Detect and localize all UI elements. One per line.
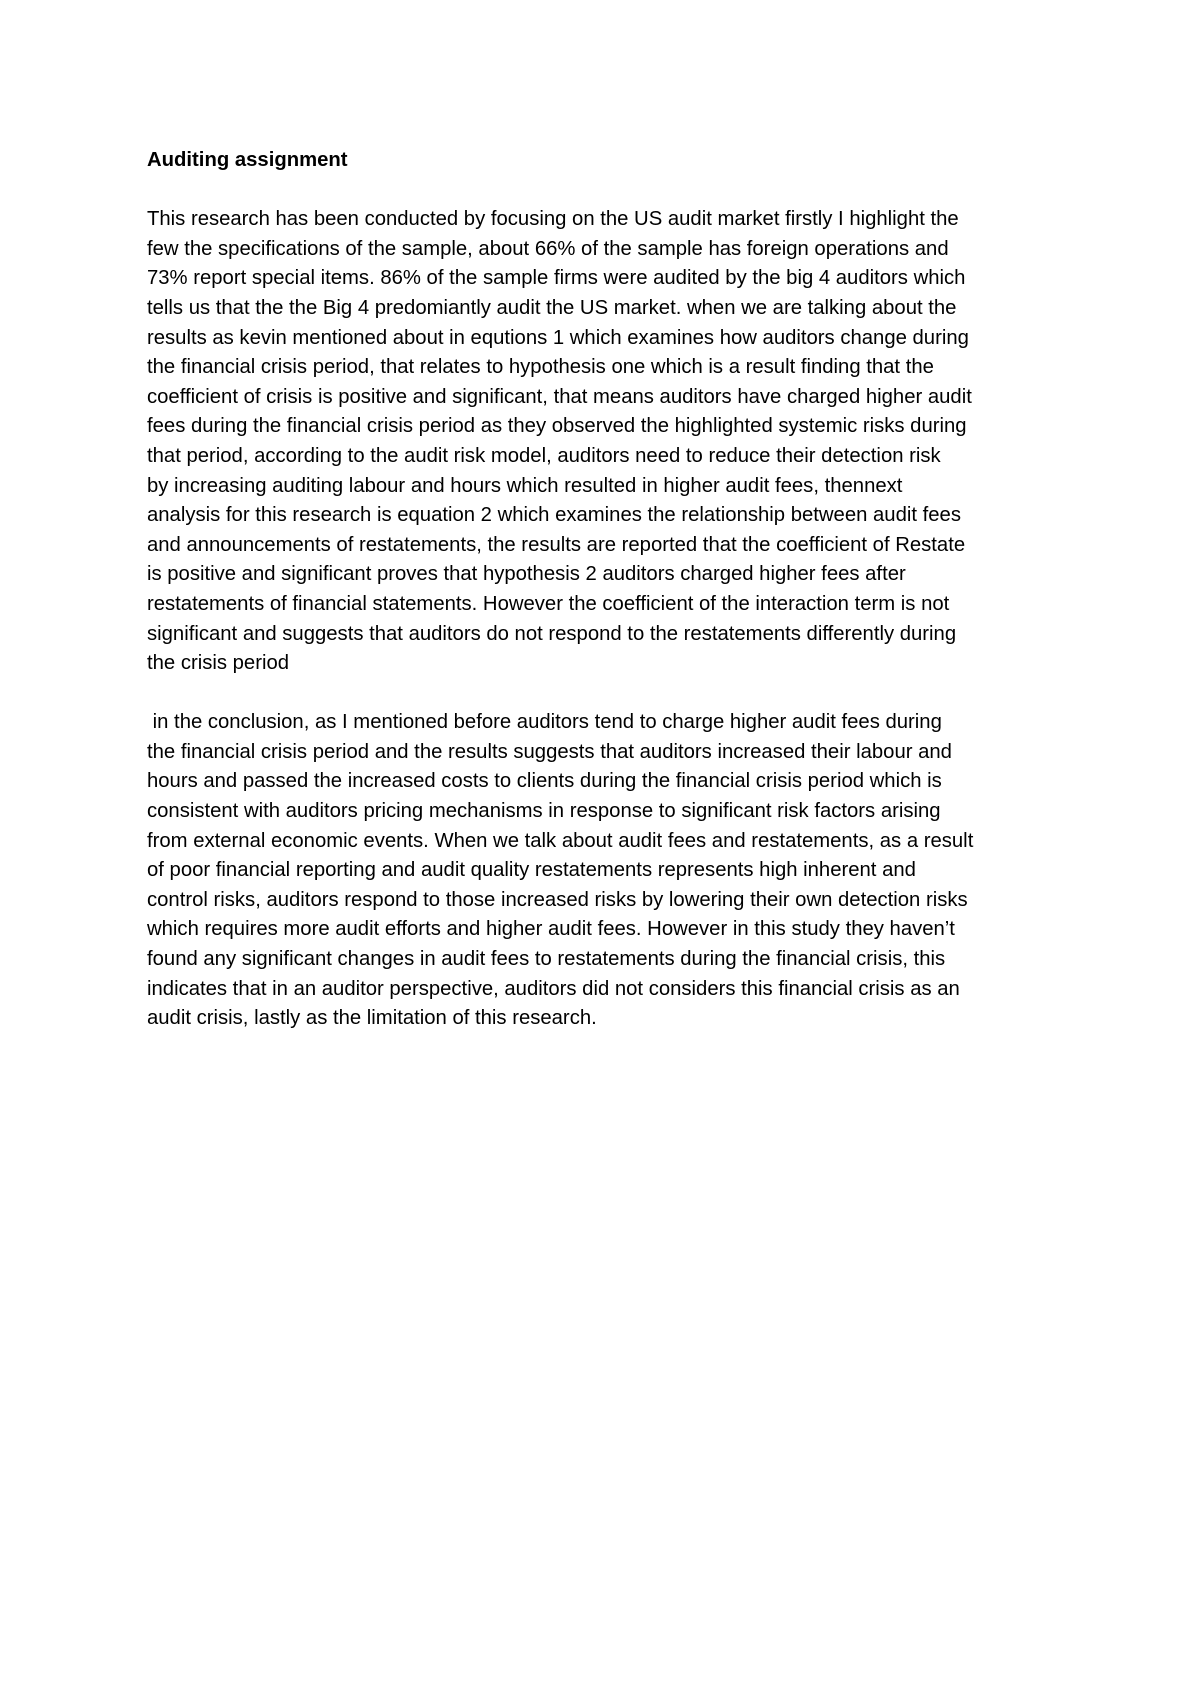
text-line: the crisis period xyxy=(147,652,290,675)
text-line: 73% report special items. 86% of the sample firms were audited by the big 4 auditors which xyxy=(147,267,966,290)
document-body xyxy=(147,146,1077,1034)
text-line: fees during the financial crisis period as they observed the highlighted systemic risks during xyxy=(147,415,967,438)
text-line: significant and suggests that auditors do not respond to the restatements differently during xyxy=(147,622,957,645)
text-line: from external economic events. When we talk about audit fees and restatements, as a result xyxy=(147,829,974,852)
text-line: consistent with auditors pricing mechanisms in response to significant risk factors arising xyxy=(147,800,941,823)
text-line: hours and passed the increased costs to clients during the financial crisis period which is xyxy=(147,770,942,793)
text-line: the financial crisis period, that relates to hypothesis one which is a result finding that the xyxy=(147,356,934,379)
text-line: tells us that the the Big 4 predomiantly audit the US market. when we are talking about the xyxy=(147,296,957,319)
paragraph-research xyxy=(147,205,1077,679)
text-line: few the specifications of the sample, about 66% of the sample has foreign operations and xyxy=(147,237,949,260)
text-line: found any significant changes in audit fees to restatements during the financial crisis, this xyxy=(147,948,946,971)
text-line: in the conclusion, as I mentioned before auditors tend to charge higher audit fees during xyxy=(147,711,942,734)
document-title: Auditing assignment xyxy=(147,149,348,171)
text-line: analysis for this research is equation 2 which examines the relationship between audit fees xyxy=(147,504,961,527)
text-line: by increasing auditing labour and hours which resulted in higher audit fees, thennext xyxy=(147,474,903,497)
paragraph-gap xyxy=(147,679,1077,709)
text-line: which requires more audit efforts and higher audit fees. However in this study they haven’t xyxy=(147,918,955,941)
text-line: of poor financial reporting and audit quality restatements represents high inherent and xyxy=(147,859,916,882)
text-line: indicates that in an auditor perspective, auditors did not considers this financial crisis as an xyxy=(147,977,960,1000)
paragraph-conclusion xyxy=(147,708,1077,1034)
text-line: restatements of financial statements. However the coefficient of the interaction term is not xyxy=(147,592,950,615)
text-line: that period, according to the audit risk model, auditors need to reduce their detection risk xyxy=(147,444,941,467)
text-line: This research has been conducted by focusing on the US audit market firstly I highlight the xyxy=(147,208,959,231)
text-line: is positive and significant proves that hypothesis 2 auditors charged higher fees after xyxy=(147,563,906,586)
text-line: results as kevin mentioned about in equtions 1 which examines how auditors change during xyxy=(147,326,969,349)
text-line: audit crisis, lastly as the limitation of this research. xyxy=(147,1007,597,1030)
text-line: coefficient of crisis is positive and significant, that means auditors have charged higher audit xyxy=(147,385,972,408)
text-line: and announcements of restatements, the results are reported that the coefficient of Restate xyxy=(147,533,966,556)
text-line: the financial crisis period and the results suggests that auditors increased their labour and xyxy=(147,740,952,763)
text-line: control risks, auditors respond to those increased risks by lowering their own detection risks xyxy=(147,888,968,911)
